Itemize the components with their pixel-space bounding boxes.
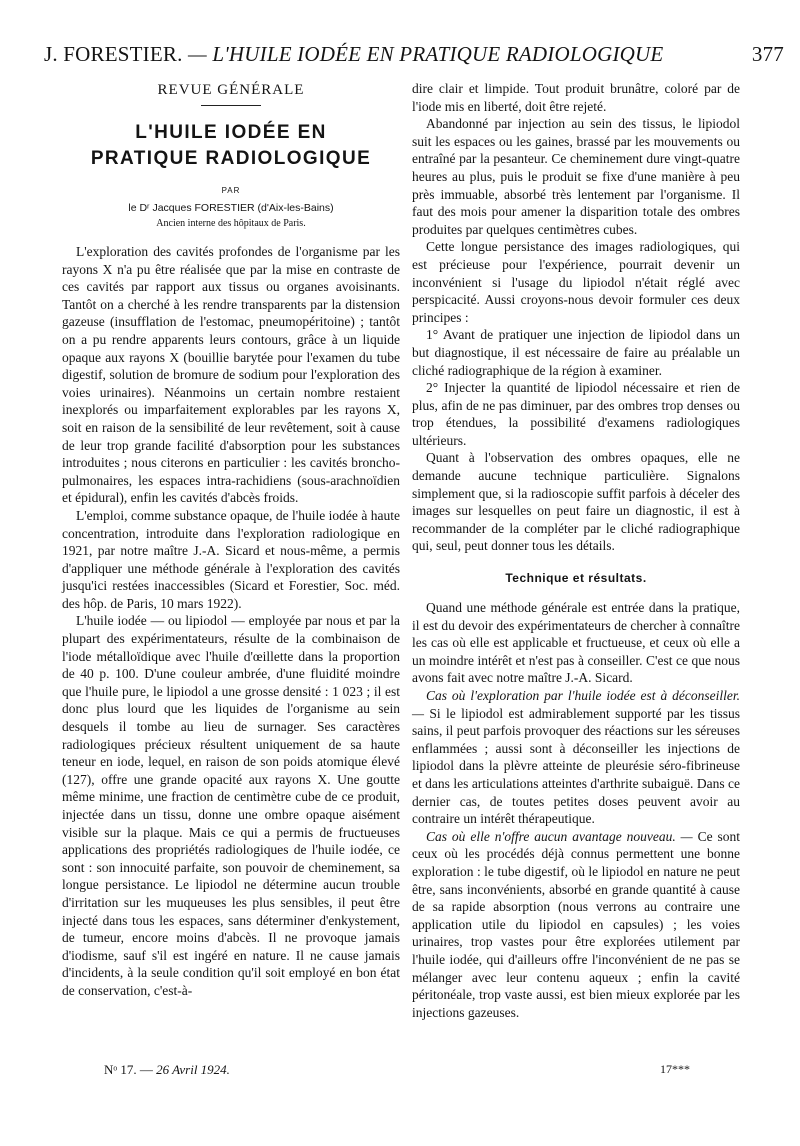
paragraph-continuation: dire clair et limpide. Tout produit brunâtre, coloré par de l'iode mis en liberté, doit être rejeté.	[412, 81, 740, 114]
paragraph: L'emploi, comme substance opaque, de l'huile iodée à haute concentration, introduite dans l'exploration radiologique en 1921, par notre maître J.-A. Sicard et nous-même, a permis d'appliquer une méthode générale à l'exploration des cavités jusqu'ici restées inaccessibles (Sicard et Forestier, Soc. méd. des hôp. de Paris, 10 mars 1922).	[62, 507, 400, 611]
paragraph: Quand une méthode générale est entrée dans la pratique, il est du devoir des expérimentateurs de chercher à connaître les cas où elle est applicable et fructueuse, et ceux où elle a un moindre intérêt et n'est pas à conseiller. C'est ce que nous avons fait avec notre maître J.-A. Sicard.	[412, 600, 740, 686]
issue-line	[104, 1062, 230, 1078]
paragraph: 1° Avant de pratiquer une injection de lipiodol dans un but diagnostique, il est nécessaire de faire au préalable un cliché radiographique de la région à examiner.	[412, 327, 740, 378]
left-column	[62, 80, 400, 1000]
section-label: REVUE GÉNÉRALE	[157, 82, 305, 98]
signature-mark: 17***	[660, 1062, 690, 1076]
byline-par: PAR	[221, 186, 241, 195]
paragraph-body: Si le lipiodol est admirablement supporté par les tissus sains, il peut parfois provoquer des réactions sur les séreuses enflammées ; aussi sont à déconseiller les injections de lipiodol dans la plèvre atteinte de pleurésie séro-fibrineuse et dans les articulations atteintes d'arthrite subaiguë. Dans ce dernier cas, de toutes petites doses peuvent avoir au contraire un intérêt thérapeutique.	[412, 705, 740, 827]
paragraph-lead: Cas où l'exploration par l'huile iodée est à déconseiller. —	[412, 688, 740, 721]
paragraph: L'exploration des cavités profondes de l'organisme par les rayons X n'a pu être réalisée que par la mise en contraste de ces cavités par rapport aux tissus ou organes avoisinants. Tantôt on a cherché à les rendre transparents par la distension gazeuse (insufflation de l'estomac, pneumopéritoine) ; tantôt on a pu rendre apparents leurs contours, grâce à un liquide opaque aux rayons X (bouillie barytée pour l'examen du tube digestif, solution de bromure de sodium pour l'exploration des voies urinaires). Néanmoins un certain nombre restaient inexplorés ou imparfaitement explorables par les rayons X, soit en raison de la sensibilité de leur revêtement, soit à cause de leur trop grande facilité d'absorption pour les substances introduites ; nous citerons en particulier : les cavités broncho-pulmonaires, les espaces intra-rachidiens (sous-arachnoïdien et épidural), enfin les cavités d'abcès froids.	[62, 244, 400, 506]
page-number: 377	[751, 42, 784, 66]
author-name: le Dʳ Jacques FORESTIER	[128, 202, 255, 214]
paragraph: Cette longue persistance des images radiologiques, qui est précieuse pour l'expérience, pourrait devenir un inconvénient si l'usage du lipiodol n'était réglé avec perspicacité. Aussi croyons-nous devoir formuler ces deux principes :	[412, 239, 740, 325]
paragraph: Abandonné par injection au sein des tissus, le lipiodol suit les espaces ou les gaines, brassé par les mouvements ou entraîné par la pesanteur. Ce cheminement dure vingt-quatre heures au plus, puis le produit se fixe d'une manière à peu près immuable, absorbé très lentement par l'organisme. Il faut des mois pour amener la disparition totale des ombres produites par quelques centimètres cubes.	[412, 116, 740, 237]
running-head	[44, 42, 784, 76]
article-title-line-2: PRATIQUE RADIOLOGIQUE	[90, 148, 372, 169]
paragraph	[412, 687, 740, 828]
author-title: Ancien interne des hôpitaux de Paris.	[156, 218, 306, 229]
section-heading: Technique et résultats.	[505, 571, 647, 586]
issue-date: 26 Avril 1924.	[156, 1062, 230, 1077]
paragraph: Quant à l'observation des ombres opaques, elle ne demande aucune technique particulière. Signalons simplement que, si la radioscopie suffit parfois à déceler des images sur lesquelles on peut faire un diagnostic, il est à recommander de la compléter par le cliché radiographique qui, seul, peut donner tous les détails.	[412, 450, 740, 554]
right-column	[412, 80, 740, 1021]
paragraph: L'huile iodée — ou lipiodol — employée par nous et par la plupart des expérimentateurs, résulte de la combinaison de l'iode métalloïdique avec l'huile d'œillette dans la proportion de 40 p. 100. D'une couleur ambrée, d'une fluidité moindre que l'huile pure, le lipiodol a une grosse densité : 1 023 ; il est donc plus lourd que les liquides de l'organisme au sein desquels il tombe au lieu de surnager. Ses caractères radiologiques précieux résultent uniquement de sa haute teneur en iode, lequel, en raison de son poids atomique élevé (127), offre une grande opacité aux rayons X. Une goutte même minime, une fraction de centimètre cube de ce produit, injectée dans un tissu, donne une ombre opaque aisément visible sur la plaque. Mais ce qui a permis de fructueuses applications des propriétés radiologiques de l'huile iodée, ce sont : son innocuité parfaite, son pouvoir de cheminement, sa longue persistance. Le lipiodol ne détermine aucun trouble d'irritation sur les muqueuses les plus sensibles, il peut être injecté dans tous les espaces, sans déterminer d'enkystement, de tumeur, encore moins d'abcès. Il ne provoque jamais d'iodisme, sauf s'il est ingéré en nature. Il ne cause jamais d'incidents, à la seule condition qu'il soit employé en bon état de conservation, c'est-à-	[62, 613, 400, 998]
paragraph-body: Ce sont ceux où les procédés déjà connus permettent une bonne exploration : le tube digestif, où le lipiodol en nature ne peut être, sans inconvénients, absorbé en grande quantité à cause de sa rapide absorption (nous verrons au contraire une application utile du lipiodol en capsules) ; les voies urinaires, trop vastes pour être explorées utilement par l'huile iodée, qui d'ailleurs offre l'inconvénient de ne pas se mélanger avec leur contenu aqueux ; enfin la cavité péritonéale, trop vaste aussi, est bien mieux explorée par les injections gazeuses.	[412, 828, 740, 1020]
article-title-line-1: L'HUILE IODÉE EN	[135, 122, 327, 143]
title-rule	[201, 105, 261, 106]
paragraph	[412, 828, 740, 1022]
running-head-title: — L'HUILE IODÉE EN PRATIQUE RADIOLOGIQUE	[188, 42, 664, 66]
issue-number: Nᵒ 17. —	[104, 1062, 153, 1077]
paragraph: 2° Injecter la quantité de lipiodol nécessaire et rien de plus, afin de ne pas diminuer, par des ombres trop denses ou trop étendues, la possibilité d'examens radiologiques ultérieurs.	[412, 380, 740, 448]
author-place: (d'Aix-les-Bains)	[257, 202, 334, 214]
running-head-author: J. FORESTIER.	[44, 42, 183, 66]
author-line	[62, 202, 400, 214]
paragraph-lead: Cas où elle n'offre aucun avantage nouveau. —	[426, 828, 693, 844]
